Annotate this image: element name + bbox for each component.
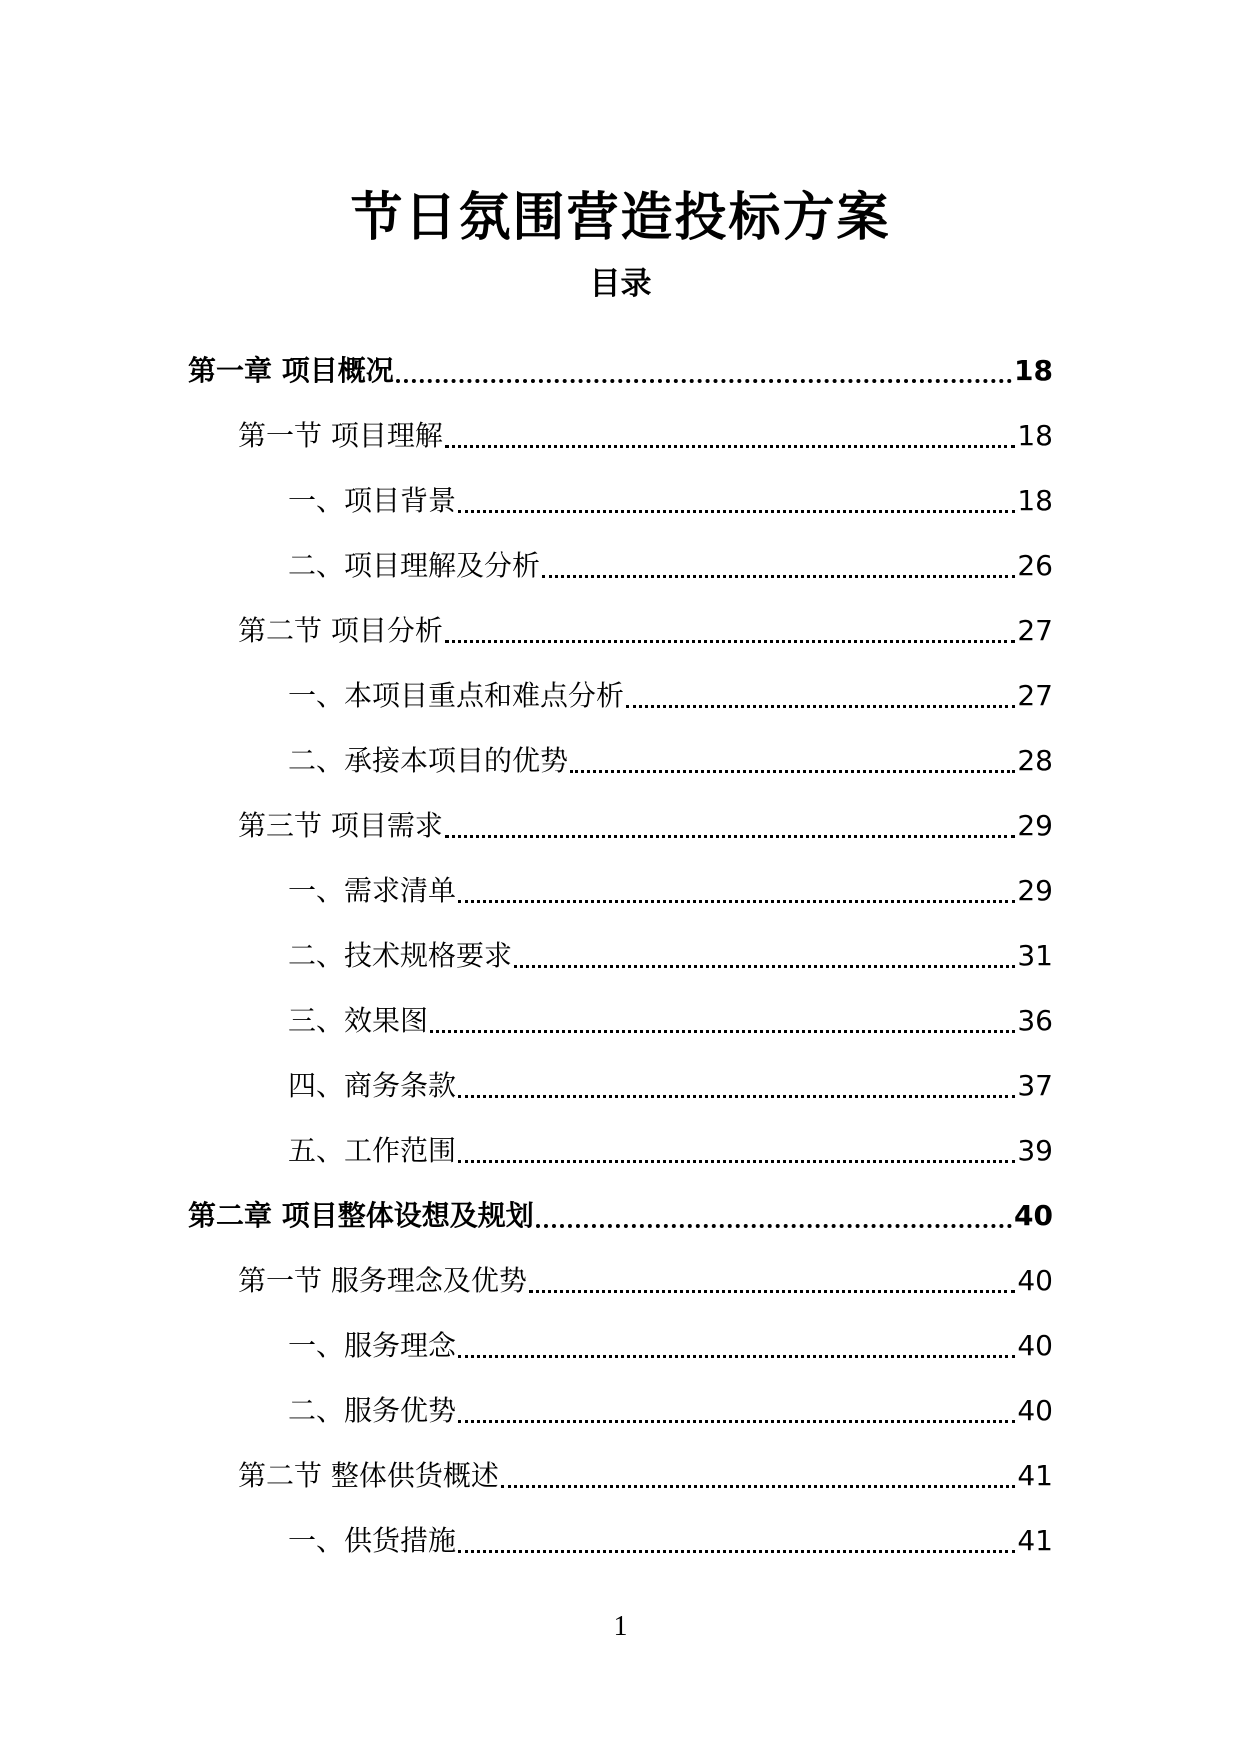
toc-entry[interactable] (188, 716, 1053, 781)
toc-leader (445, 807, 1015, 838)
toc-entry[interactable] (188, 781, 1053, 846)
toc-entry-page: 41 (1017, 1459, 1053, 1492)
toc-leader (626, 677, 1015, 708)
toc-entry[interactable] (188, 1171, 1053, 1236)
toc-entry-title: 五、工作范围 (288, 1134, 457, 1167)
toc-entry-title: 一、项目背景 (288, 484, 457, 517)
toc-entry-title: 第一节 服务理念及优势 (238, 1264, 527, 1297)
toc-entry-title: 二、技术规格要求 (288, 939, 513, 972)
toc-leader (458, 1522, 1015, 1553)
toc-entry-title: 二、项目理解及分析 (288, 549, 541, 582)
toc-heading: 目录 (589, 266, 652, 302)
toc-entry[interactable] (188, 1431, 1053, 1496)
toc-entry[interactable] (188, 1236, 1053, 1301)
toc-entry-page: 40 (1017, 1394, 1053, 1427)
toc-entry-page: 27 (1017, 679, 1053, 712)
toc-entry-title: 一、本项目重点和难点分析 (288, 679, 625, 712)
toc-leader (430, 1002, 1015, 1033)
toc-entry[interactable] (188, 586, 1053, 651)
toc-entry-title: 第二节 整体供货概述 (238, 1459, 499, 1492)
toc-leader (501, 1457, 1015, 1488)
toc-leader (514, 937, 1015, 968)
toc-entry-page: 26 (1017, 549, 1053, 582)
toc-entry-page: 18 (1017, 484, 1053, 517)
toc-leader (458, 1067, 1015, 1098)
toc-entry-title: 第三节 项目需求 (238, 809, 443, 842)
toc-entry-page: 27 (1017, 614, 1053, 647)
document-title: 节日氛围营造投标方案 (350, 187, 891, 248)
toc-leader (570, 742, 1015, 773)
toc-entry-page: 18 (1017, 419, 1053, 452)
toc-entry-title: 一、服务理念 (288, 1329, 457, 1362)
toc-entry[interactable] (188, 1496, 1053, 1561)
toc-leader (445, 612, 1015, 643)
toc-entry[interactable] (188, 846, 1053, 911)
toc-entry-title: 二、承接本项目的优势 (288, 744, 569, 777)
toc-entry[interactable] (188, 326, 1053, 391)
toc-entry-title: 二、服务优势 (288, 1394, 457, 1427)
toc-entry-page: 37 (1017, 1069, 1053, 1102)
toc-entry-page: 40 (1017, 1329, 1053, 1362)
toc-entry[interactable] (188, 1366, 1053, 1431)
toc-entry-title: 一、需求清单 (288, 874, 457, 907)
toc-leader (529, 1262, 1015, 1293)
toc-leader (458, 1327, 1015, 1358)
toc-entry-page: 18 (1014, 354, 1053, 387)
toc-leader (458, 1132, 1015, 1163)
toc-entry-title: 第一章 项目概况 (188, 354, 394, 387)
toc-entry-title: 一、供货措施 (288, 1524, 457, 1557)
toc-entry-page: 36 (1017, 1004, 1053, 1037)
toc-entry[interactable] (188, 976, 1053, 1041)
toc-entry[interactable] (188, 391, 1053, 456)
toc-entry-title: 第二节 项目分析 (238, 614, 443, 647)
toc-entry-page: 41 (1017, 1524, 1053, 1557)
table-of-contents (188, 326, 1053, 1561)
page-number: 1 (613, 1611, 628, 1642)
toc-entry-title: 三、效果图 (288, 1004, 429, 1037)
toc-entry-title: 第二章 项目整体设想及规划 (188, 1199, 534, 1232)
toc-entry-page: 29 (1017, 809, 1053, 842)
toc-entry-page: 39 (1017, 1134, 1053, 1167)
toc-entry[interactable] (188, 1041, 1053, 1106)
toc-leader (542, 547, 1015, 578)
toc-entry[interactable] (188, 456, 1053, 521)
toc-entry-page: 29 (1017, 874, 1053, 907)
toc-entry[interactable] (188, 911, 1053, 976)
toc-entry[interactable] (188, 521, 1053, 586)
toc-leader (536, 1196, 1012, 1228)
toc-leader (458, 872, 1015, 903)
toc-entry-page: 40 (1017, 1264, 1053, 1297)
toc-leader (458, 1392, 1015, 1423)
toc-entry-page: 28 (1017, 744, 1053, 777)
toc-entry-page: 31 (1017, 939, 1053, 972)
toc-entry-title: 四、商务条款 (288, 1069, 457, 1102)
toc-entry[interactable] (188, 1106, 1053, 1171)
toc-entry-page: 40 (1014, 1199, 1053, 1232)
toc-entry-title: 第一节 项目理解 (238, 419, 443, 452)
toc-entry[interactable] (188, 651, 1053, 716)
toc-leader (396, 351, 1012, 383)
toc-leader (445, 417, 1015, 448)
toc-leader (458, 482, 1015, 513)
toc-entry[interactable] (188, 1301, 1053, 1366)
